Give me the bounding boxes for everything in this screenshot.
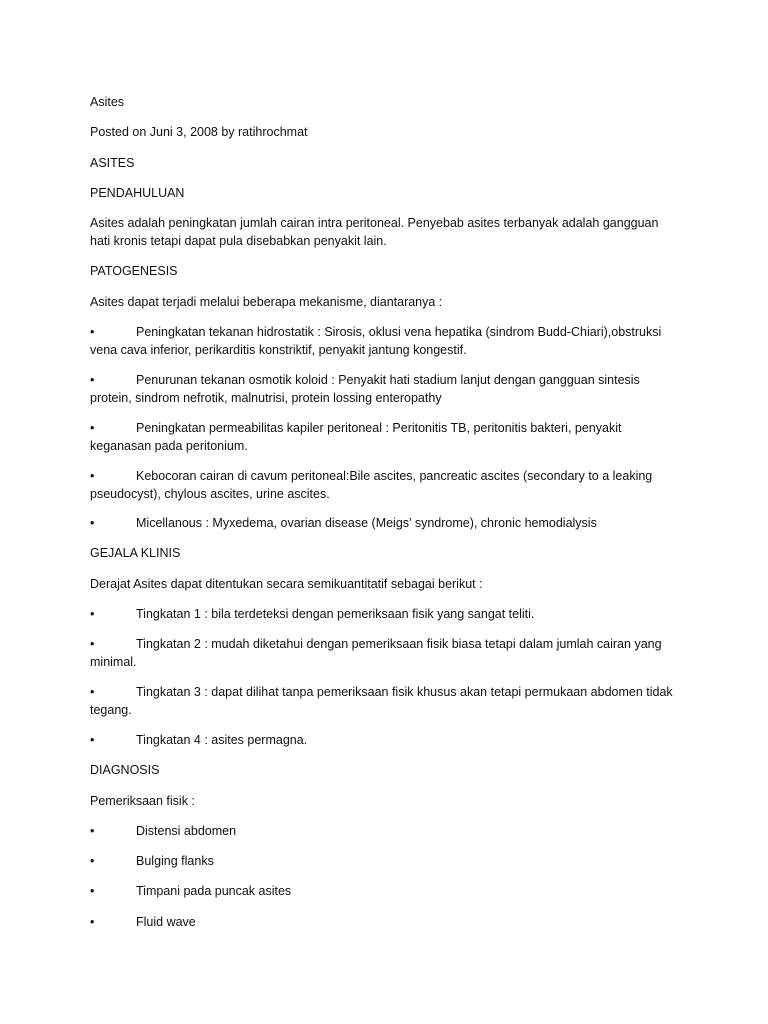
bullet-icon: • xyxy=(90,469,95,483)
list-item-text: Peningkatan tekanan hidrostatik : Sirosis, oklusi vena hepatika (sindrom Budd-Chiari),obstruksi vena cava inferior, perikarditis konstriktif, penyakit jantung kongestif. xyxy=(90,325,662,357)
bullet-icon: • xyxy=(90,421,95,435)
paragraph-gejala-intro: Derajat Asites dapat ditentukan secara semikuantitatif sebagai berikut : xyxy=(90,577,483,591)
list-item-text: Peningkatan permeabilitas kapiler peritoneal : Peritonitis TB, peritonitis bakteri, penyakit keganasan pada peritonium. xyxy=(90,421,622,453)
heading-patogenesis: PATOGENESIS xyxy=(90,264,178,278)
list-item-text: Tingkatan 4 : asites permagna. xyxy=(136,733,308,747)
post-meta: Posted on Juni 3, 2008 by ratihrochmat xyxy=(90,125,308,139)
list-item xyxy=(90,683,680,719)
list-item-text: Distensi abdomen xyxy=(136,824,237,838)
list-item xyxy=(90,731,680,749)
list-item-text: Tingkatan 2 : mudah diketahui dengan pemeriksaan fisik biasa tetapi dalam jumlah cairan yang minimal. xyxy=(90,637,662,669)
list-item-text: Micellanous : Myxedema, ovarian disease (Meigs’ syndrome), chronic hemodialysis xyxy=(136,516,597,530)
bullet-icon: • xyxy=(90,516,95,530)
list-item xyxy=(90,913,680,931)
bullet-icon: • xyxy=(90,685,95,699)
heading-diagnosis: DIAGNOSIS xyxy=(90,763,160,777)
list-item-text: Bulging flanks xyxy=(136,854,214,868)
bullet-icon: • xyxy=(90,637,95,651)
paragraph-patogenesis-intro: Asites dapat terjadi melalui beberapa mekanisme, diantaranya : xyxy=(90,295,443,309)
bullet-icon: • xyxy=(90,884,95,898)
heading-pendahuluan: PENDAHULUAN xyxy=(90,186,185,200)
list-item xyxy=(90,822,680,840)
list-item-text: Kebocoran cairan di cavum peritoneal:Bile ascites, pancreatic ascites (secondary to a leaking pseudocyst), chylous ascites, urine ascites. xyxy=(90,469,653,501)
bullet-icon: • xyxy=(90,373,95,387)
list-item xyxy=(90,882,680,900)
list-item-text: Tingkatan 3 : dapat dilihat tanpa pemeriksaan fisik khusus akan tetapi permukaan abdomen tidak tegang. xyxy=(90,685,673,717)
list-item-text: Fluid wave xyxy=(136,915,196,929)
list-item xyxy=(90,852,680,870)
list-item xyxy=(90,605,680,623)
bullet-icon: • xyxy=(90,854,95,868)
bullet-icon: • xyxy=(90,607,95,621)
paragraph-diagnosis-intro: Pemeriksaan fisik : xyxy=(90,794,195,808)
list-item xyxy=(90,419,680,455)
bullet-icon: • xyxy=(90,824,95,838)
list-item-text: Timpani pada puncak asites xyxy=(136,884,292,898)
list-item-text: Tingkatan 1 : bila terdeteksi dengan pemeriksaan fisik yang sangat teliti. xyxy=(136,607,535,621)
heading-gejala-klinis: GEJALA KLINIS xyxy=(90,546,181,560)
post-title: Asites xyxy=(90,95,125,109)
bullet-icon: • xyxy=(90,733,95,747)
list-item xyxy=(90,323,680,359)
bullet-icon: • xyxy=(90,325,95,339)
bullet-icon: • xyxy=(90,915,95,929)
list-item xyxy=(90,635,680,671)
list-item-text: Penurunan tekanan osmotik koloid : Penyakit hati stadium lanjut dengan gangguan sintesis protein, sindrom nefrotik, malnutrisi, protein lossing enteropathy xyxy=(90,373,640,405)
list-item xyxy=(90,371,680,407)
list-item xyxy=(90,514,680,532)
paragraph-pendahuluan: Asites adalah peningkatan jumlah cairan intra peritoneal. Penyebab asites terbanyak adalah gangguan hati kronis tetapi dapat pula disebabkan penyakit lain. xyxy=(90,216,659,248)
list-item xyxy=(90,467,680,503)
heading-asites: ASITES xyxy=(90,156,135,170)
